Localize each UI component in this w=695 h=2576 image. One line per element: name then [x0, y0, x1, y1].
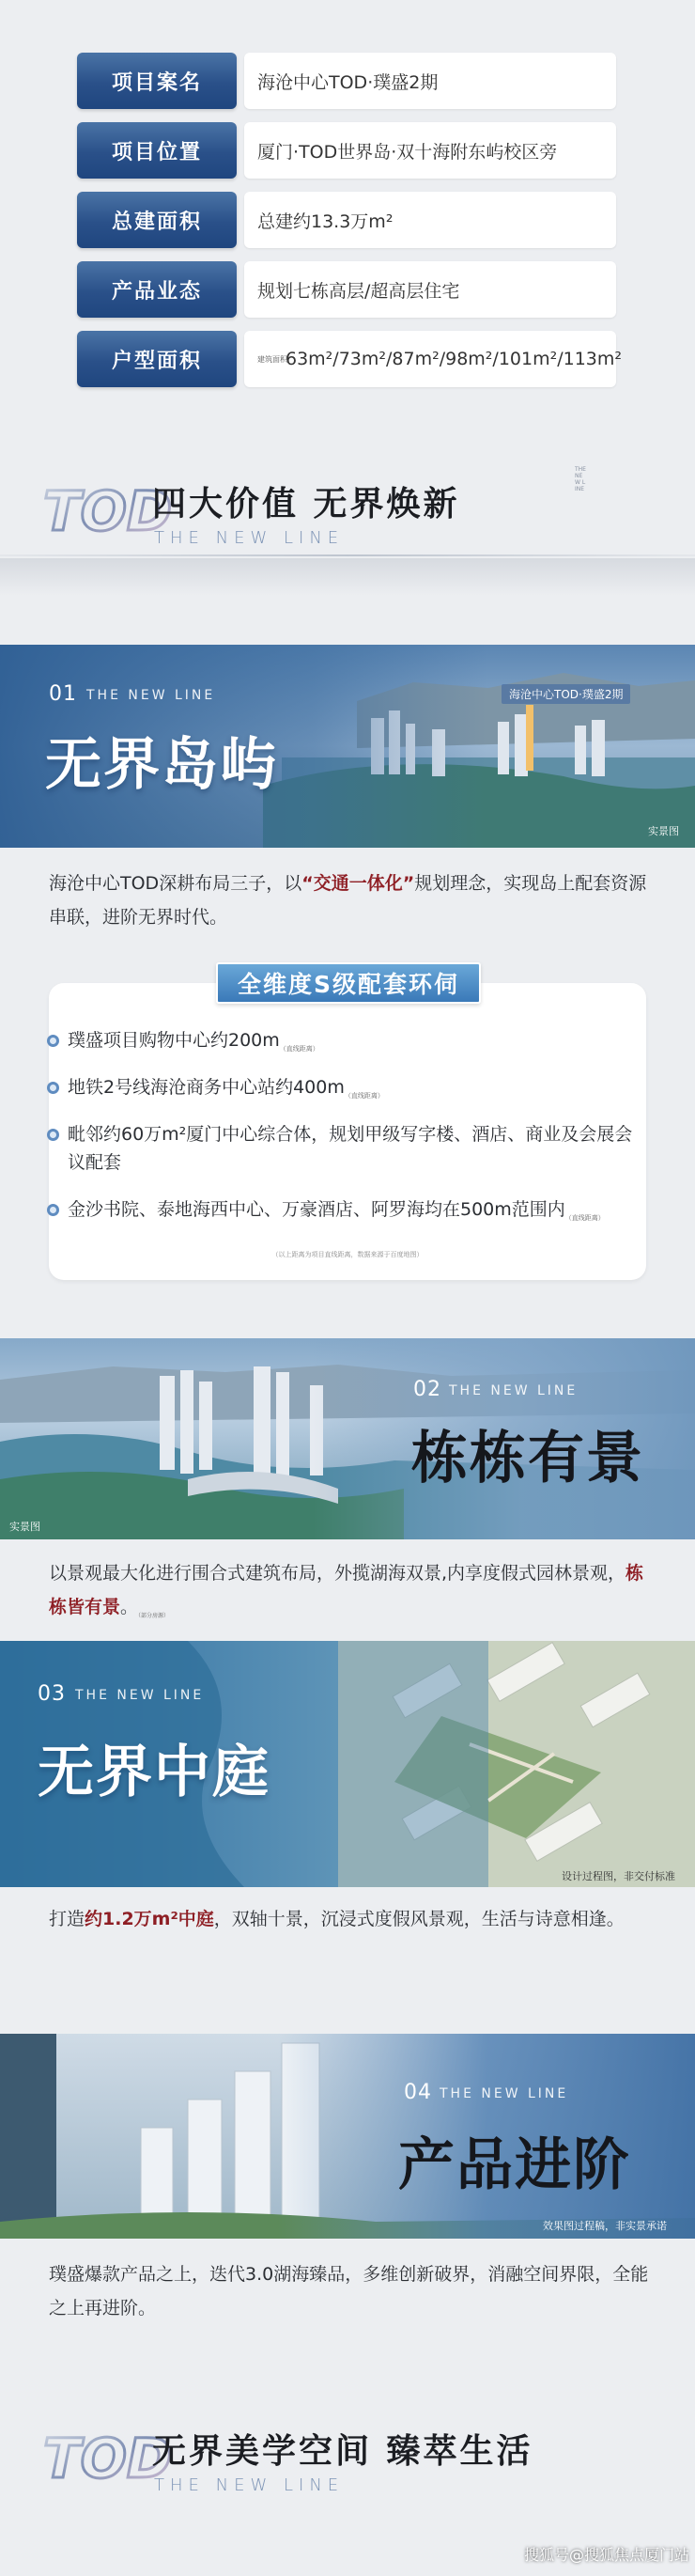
banner-number: 03 [38, 1682, 66, 1706]
para-note: （部分房源） [138, 1612, 170, 1619]
info-row-location [77, 122, 616, 179]
info-key: 总建面积 [77, 192, 237, 248]
facility-text: 地铁2号线海沧商务中心站约400m [68, 1077, 345, 1098]
tod-logo [41, 2408, 173, 2502]
banner-island [0, 645, 695, 848]
section-title: 无界美学空间 臻萃生活 [152, 2432, 533, 2471]
info-key: 户型面积 [77, 331, 237, 387]
para-text: 规划理念，实现岛上配套资源串联，进阶无界时代。 [49, 873, 647, 928]
photo-note: 实景图 [9, 1521, 40, 1533]
facility-note: （直线距离） [344, 1091, 384, 1100]
tod-logo-text: TOD [43, 2427, 173, 2490]
bullet-icon [47, 1082, 59, 1094]
para-text: 。 [120, 1597, 139, 1617]
facility-item [68, 1026, 631, 1063]
facilities-footnote: （以上距离为项目直线距离，数据来源于百度地图） [271, 1251, 424, 1258]
paragraph-product: 璞盛爆款产品之上，迭代3.0湖海臻品，多维创新破界，消融空间界限，全能之上再进阶。 [49, 2264, 649, 2318]
section-subtitle: THE NEW LINE [154, 2475, 345, 2495]
render-note: 效果图过程稿，非实景承诺 [543, 2220, 667, 2232]
section-shadow [0, 558, 695, 596]
banner-title: 栋栋有景 [411, 1426, 644, 1491]
para-text: ，双轴十景，沉浸式度假风景观，生活与诗意相逢。 [213, 1909, 625, 1929]
section-title: 四大价值 无界焕新 [152, 485, 460, 523]
banner-number: 01 [49, 682, 77, 706]
bullet-icon [47, 1129, 59, 1141]
info-value-prefix: 建筑面积 [257, 354, 287, 364]
section-divider [0, 554, 695, 556]
bullet-icon [47, 1204, 59, 1216]
info-value: 厦门·TOD世界岛·双十海附东屿校区旁 [244, 122, 616, 179]
info-value-text: 63m²/73m²/87m²/98m²/101m²/113m² [286, 349, 622, 369]
banner-courtyard [0, 1641, 695, 1887]
facilities-card-title: 全维度S级配套环伺 [216, 962, 481, 1004]
info-row-name [77, 53, 616, 109]
para-highlight: “交通一体化” [301, 873, 415, 894]
vertical-tagline: THE NEW LINE [575, 466, 586, 492]
banner-title: 无界中庭 [38, 1740, 270, 1805]
info-value [244, 331, 622, 387]
facility-text: 金沙书院、泰地海西中心、万豪酒店、阿罗海均在500m范围内 [68, 1199, 565, 1220]
banner-title: 无界岛屿 [45, 732, 278, 798]
info-row-type [77, 261, 616, 318]
project-location-label: 海沧中心TOD·璞盛2期 [502, 684, 630, 704]
bullet-icon [47, 1035, 59, 1047]
paragraph-island [49, 866, 650, 934]
photo-note: 实景图 [648, 825, 679, 837]
para-text: 以景观最大化进行围合式建筑布局，外揽湖海双景,内享度假式园林景观， [49, 1563, 626, 1584]
section-header-values [0, 461, 695, 592]
facility-item [68, 1073, 631, 1110]
para-text: 打造 [49, 1909, 85, 1929]
paragraph-views [49, 1556, 650, 1633]
banner-number: 02 [413, 1378, 441, 1401]
facility-item [68, 1120, 641, 1177]
banner-tag: THE NEW LINE [86, 688, 216, 703]
info-key: 产品业态 [77, 261, 237, 318]
banner-tag: THE NEW LINE [440, 2086, 569, 2101]
info-value: 总建约13.3万m² [244, 192, 616, 248]
facility-item [68, 1195, 631, 1232]
banner-tag: THE NEW LINE [75, 1688, 205, 1703]
info-row-area [77, 192, 616, 248]
banner-tag: THE NEW LINE [449, 1383, 579, 1398]
paragraph-courtyard [49, 1902, 650, 1936]
tod-logo-text: TOD [43, 479, 173, 543]
info-key: 项目位置 [77, 122, 237, 179]
info-key: 项目案名 [77, 53, 237, 109]
design-note: 设计过程图，非交付标准 [562, 1870, 675, 1882]
info-row-units [77, 331, 622, 387]
facility-note: （直线距离） [279, 1044, 319, 1053]
banner-number: 04 [404, 2081, 432, 2104]
facility-text: 璞盛项目购物中心约200m [68, 1030, 280, 1051]
para-highlight: 栋栋皆有景 [49, 1563, 644, 1617]
section-subtitle: THE NEW LINE [154, 528, 345, 548]
para-text: 海沧中心TOD深耕布局三子，以 [49, 873, 302, 894]
banner-views [0, 1338, 695, 1539]
info-value: 规划七栋高层/超高层住宅 [244, 261, 616, 318]
banner-title: 产品进阶 [398, 2132, 631, 2198]
tod-logo [41, 461, 173, 554]
facility-text: 毗邻约60万m²厦门中心综合体，规划甲级写字楼、酒店、商业及会展会议配套 [68, 1124, 633, 1173]
para-highlight: 约1.2万m²中庭 [85, 1909, 214, 1929]
info-value: 海沧中心TOD·璞盛2期 [244, 53, 616, 109]
banner-product [0, 2034, 695, 2239]
watermark-text: 搜狐号@搜狐焦点厦门站 [524, 2546, 690, 2564]
facility-note: （直线距离） [564, 1213, 605, 1222]
section-header-aesthetics [0, 2408, 695, 2539]
